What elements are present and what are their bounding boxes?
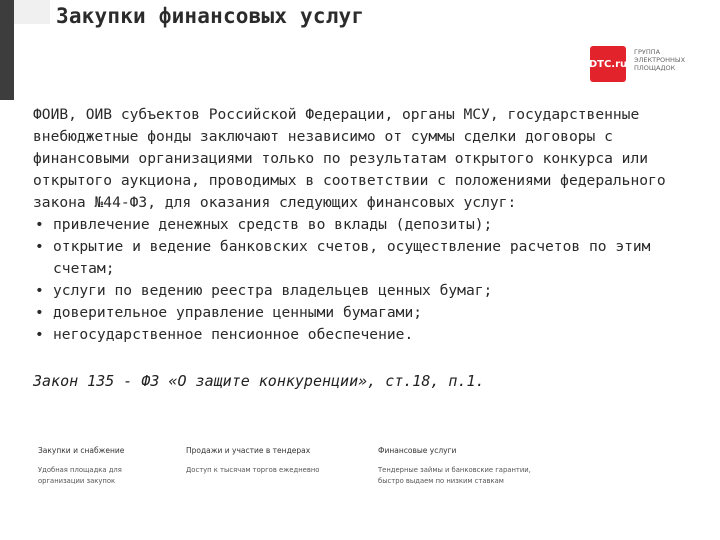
bullet-icon: • [35,326,44,343]
footer-desc: быстро выдаем по низким ставкам [378,477,504,485]
list-item-text: негосударственное пенсионное обеспечение. [53,326,414,343]
footer-desc: организации закупок [38,477,116,485]
law-reference: Закон 135 - ФЗ «О защите конкуренции», ст.18, п.1. [33,372,485,390]
list-item-text: привлечение денежных средств во вклады (депозиты); [53,216,493,233]
logo-line: ПЛОЩАДОК [634,64,676,72]
list-item [33,324,713,346]
slide-title: Закупки финансовых услуг [56,4,365,28]
list-item-text: доверительное управление ценными бумагами; [53,304,423,321]
footer-heading[interactable]: Продажи и участие в тендерах [186,446,311,455]
logo-line: ГРУППА [634,48,661,56]
services-list [33,214,713,346]
list-item [33,280,713,302]
footer-column-sales [186,446,356,476]
footer-desc: Тендерные займы и банковские гарантии, [378,466,531,474]
footer-column-procurement [38,446,208,487]
list-item [33,214,713,236]
footer-heading[interactable]: Закупки и снабжение [38,446,125,455]
list-item-text: услуги по ведению реестра владельцев ценных бумаг; [53,282,493,299]
footer-desc: Доступ к тысячам торгов ежедневно [186,466,320,474]
side-bar-decoration [0,0,14,100]
bullet-icon: • [35,238,44,255]
logo-mark-icon: DTC.ru [590,46,626,82]
company-logo [590,46,710,82]
list-item [33,236,713,280]
intro-paragraph [33,104,713,214]
footer-heading[interactable]: Финансовые услуги [378,446,457,455]
paragraph-line: ФОИВ, ОИВ субъектов Российской Федерации, органы МСУ, государственные [33,106,640,123]
paragraph-line: закона №44-ФЗ, для оказания следующих финансовых услуг: [33,194,517,211]
paragraph-line: внебюджетные фонды заключают независимо от суммы сделки договоры с [33,128,613,145]
bullet-icon: • [35,282,44,299]
list-item-text: открытие и ведение банковских счетов, осуществление расчетов по этим [53,238,651,255]
paragraph-line: финансовыми организациями только по результатам открытого конкурса или [33,150,649,167]
list-item-text: счетам; [53,260,115,277]
main-content [33,104,713,346]
logo-line: ЭЛЕКТРОННЫХ [634,56,686,64]
footer [38,446,700,516]
bullet-icon: • [35,216,44,233]
list-item [33,302,713,324]
footer-desc: Удобная площадка для [38,466,122,474]
paragraph-line: открытого аукциона, проводимых в соответствии с положениями федерального [33,172,666,189]
footer-column-finance [378,446,548,487]
logo-caption [634,48,704,72]
bullet-icon: • [35,304,44,321]
